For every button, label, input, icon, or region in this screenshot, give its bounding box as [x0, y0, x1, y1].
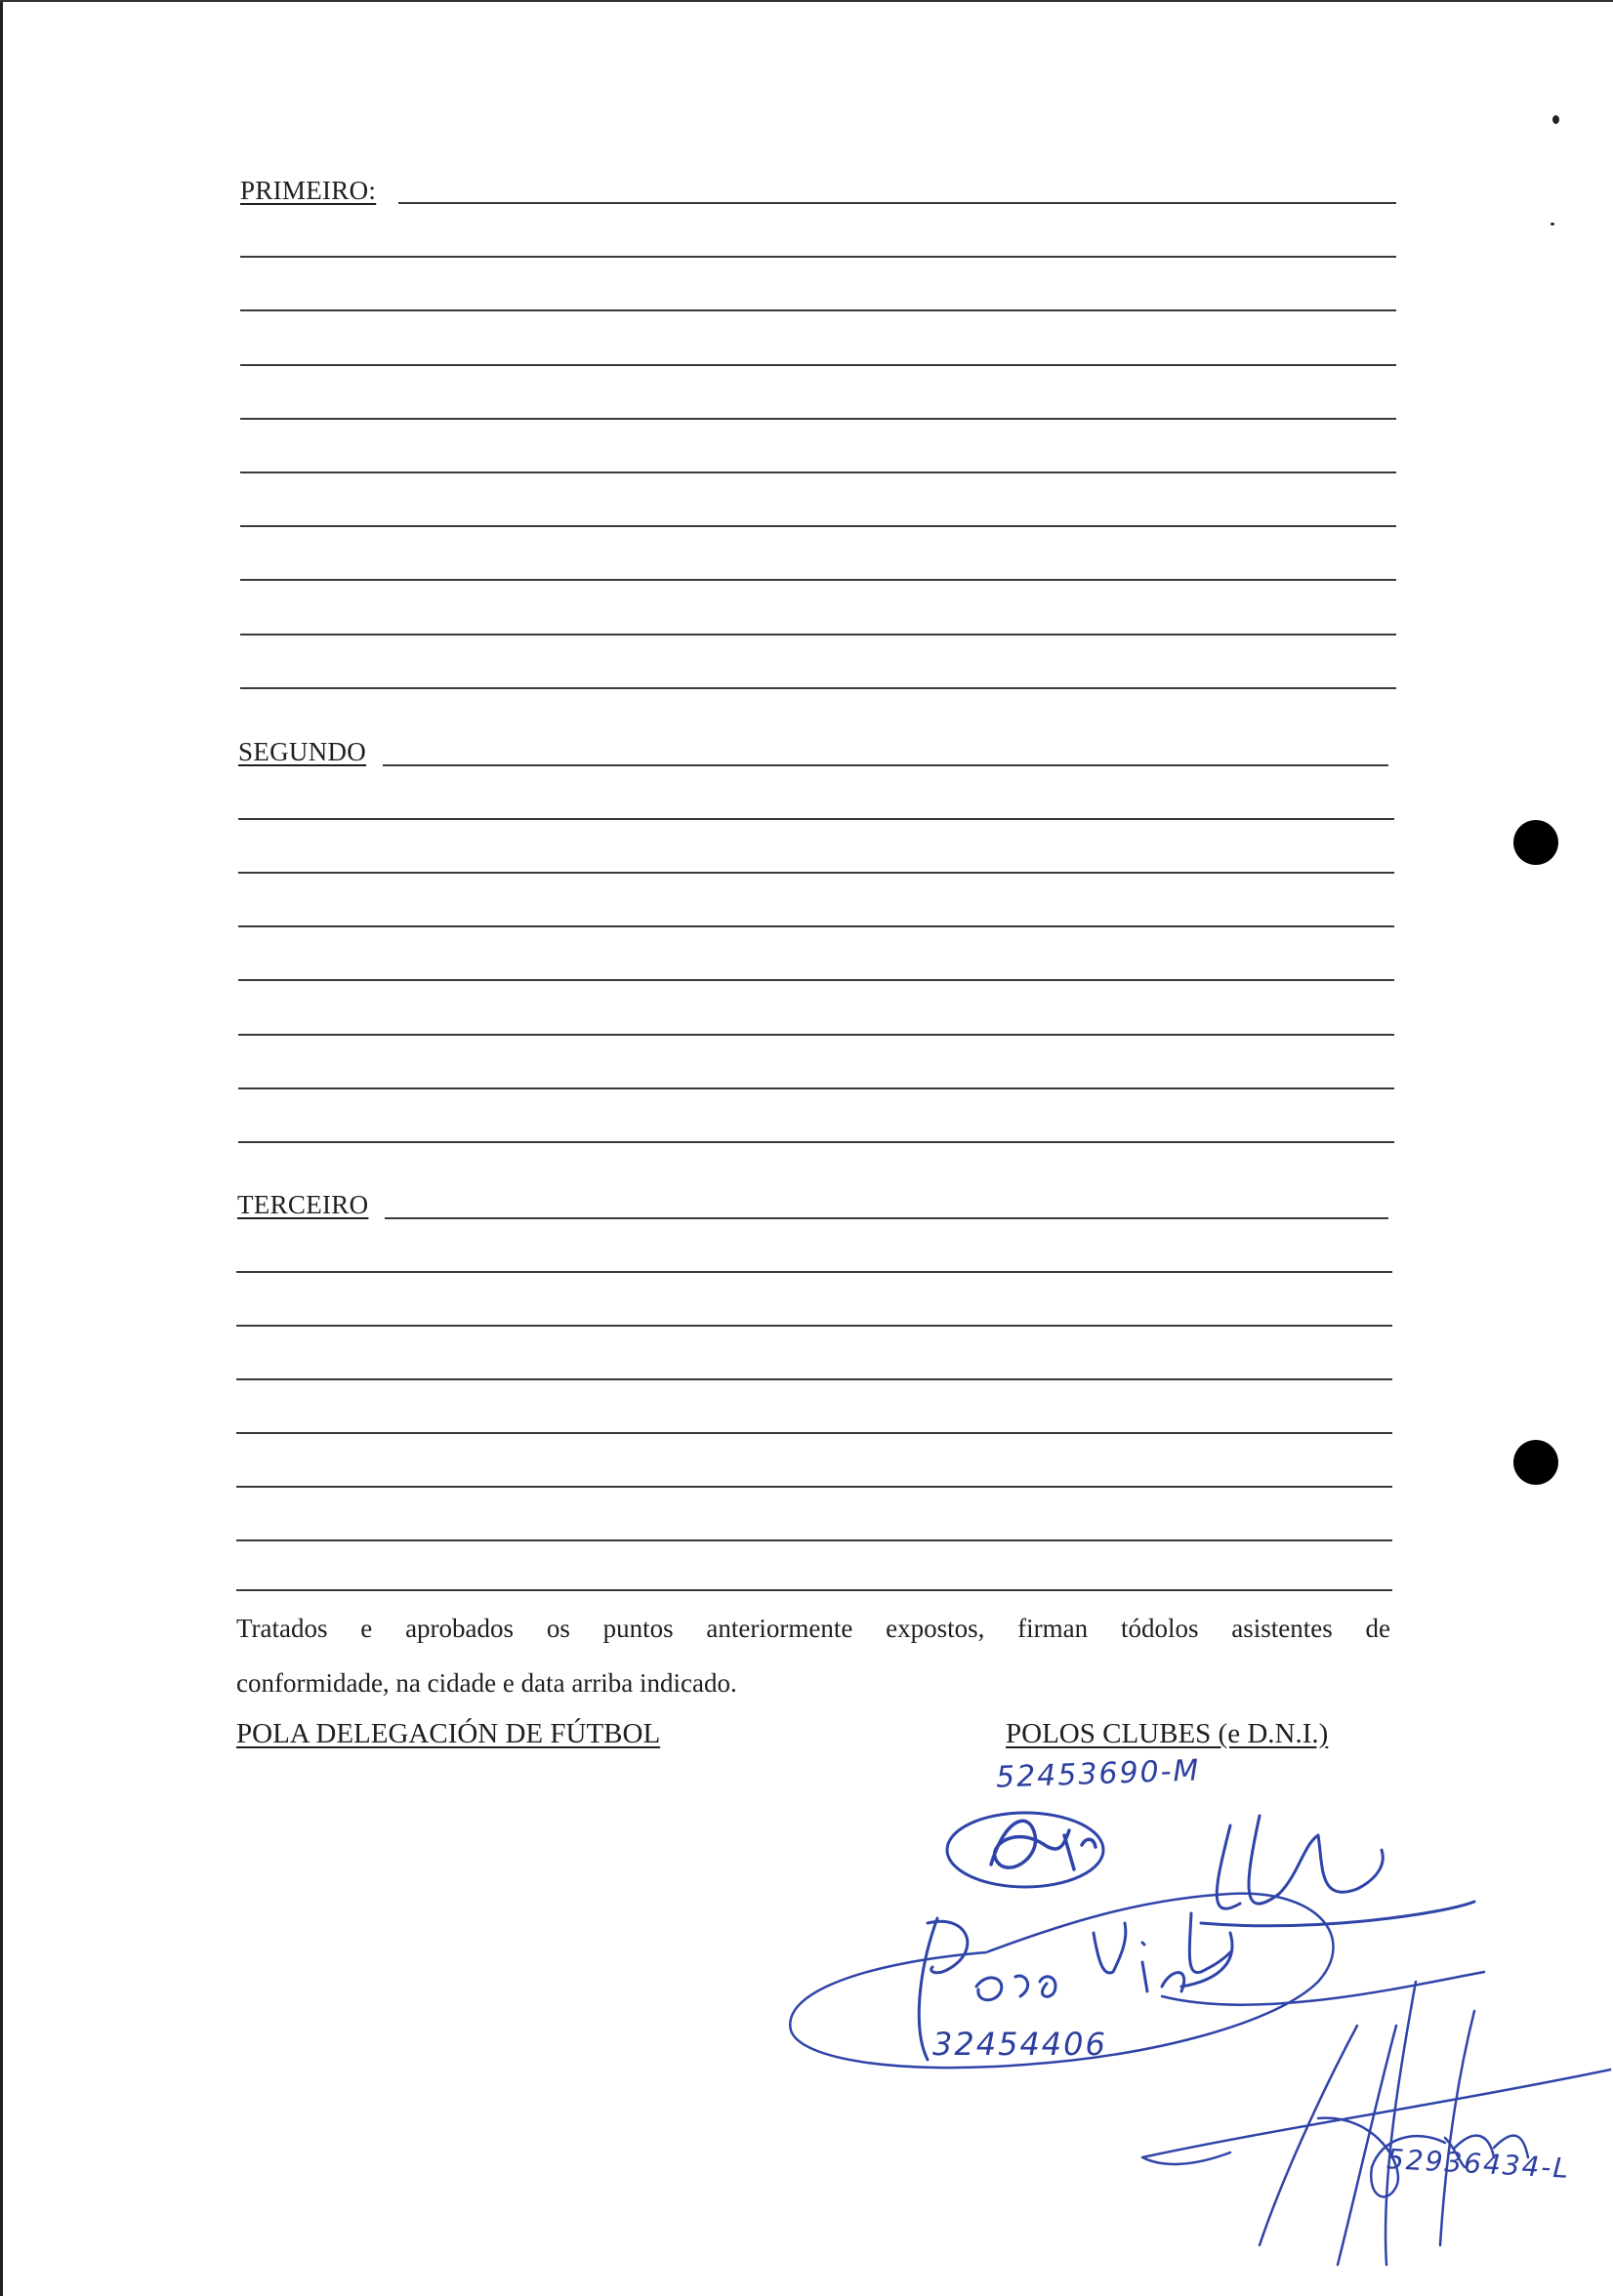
scan-speck — [1552, 115, 1559, 124]
form-line — [236, 1589, 1392, 1591]
scan-speck — [1551, 223, 1554, 226]
signature-1-scribble — [991, 1821, 1096, 1869]
handwritten-dni-3: 52936434-L — [1386, 2143, 1571, 2185]
form-line — [385, 1217, 1388, 1219]
form-line — [240, 364, 1396, 366]
form-line — [240, 525, 1396, 527]
form-line — [236, 1486, 1392, 1488]
form-line — [240, 579, 1396, 581]
closing-paragraph-line-1: Tratados e aprobados os puntos anteriormente expostos, firman tódolos asistentes de — [236, 1614, 1390, 1643]
form-line — [240, 418, 1396, 420]
signature-1-oval — [947, 1813, 1103, 1887]
handwritten-dni-1: 52453690-M — [995, 1753, 1201, 1795]
form-line — [383, 764, 1388, 766]
handwritten-dni-2: 32454406 — [932, 2026, 1107, 2063]
section-terceiro-label: TERCEIRO — [237, 1190, 369, 1219]
form-line — [240, 472, 1396, 473]
form-line — [240, 256, 1396, 258]
form-line — [238, 1087, 1394, 1089]
form-line — [240, 634, 1396, 636]
delegation-signature-heading: POLA DELEGACIÓN DE FÚTBOL — [236, 1718, 661, 1749]
form-line — [236, 1539, 1392, 1541]
form-line — [238, 1141, 1394, 1143]
form-line — [236, 1432, 1392, 1434]
signature-2-flourish — [1201, 1816, 1474, 1926]
page-edge-top — [0, 0, 1613, 2]
punch-hole — [1513, 820, 1558, 865]
section-primeiro-label: PRIMEIRO: — [240, 176, 377, 205]
signature-3-name — [919, 1913, 1232, 2060]
section-segundo-label: SEGUNDO — [238, 737, 367, 766]
form-line — [238, 979, 1394, 981]
signature-4-strokes — [1142, 1982, 1611, 2265]
form-line — [236, 1325, 1392, 1327]
handwritten-signatures — [771, 1777, 1611, 2294]
page-edge — [0, 0, 3, 2296]
clubs-signature-heading: POLOS CLUBES (e D.N.I.) — [1006, 1718, 1329, 1749]
form-line — [240, 309, 1396, 311]
punch-hole — [1513, 1440, 1558, 1485]
form-line — [238, 925, 1394, 927]
form-line — [240, 687, 1396, 689]
form-line — [398, 202, 1396, 204]
closing-paragraph-line-2: conformidade, na cidade e data arriba indicado. — [236, 1668, 737, 1698]
form-line — [238, 1034, 1394, 1036]
form-line — [238, 818, 1394, 820]
form-line — [238, 872, 1394, 874]
form-line — [236, 1271, 1392, 1273]
form-line — [236, 1378, 1392, 1380]
signature-3-loop — [790, 1894, 1333, 2068]
